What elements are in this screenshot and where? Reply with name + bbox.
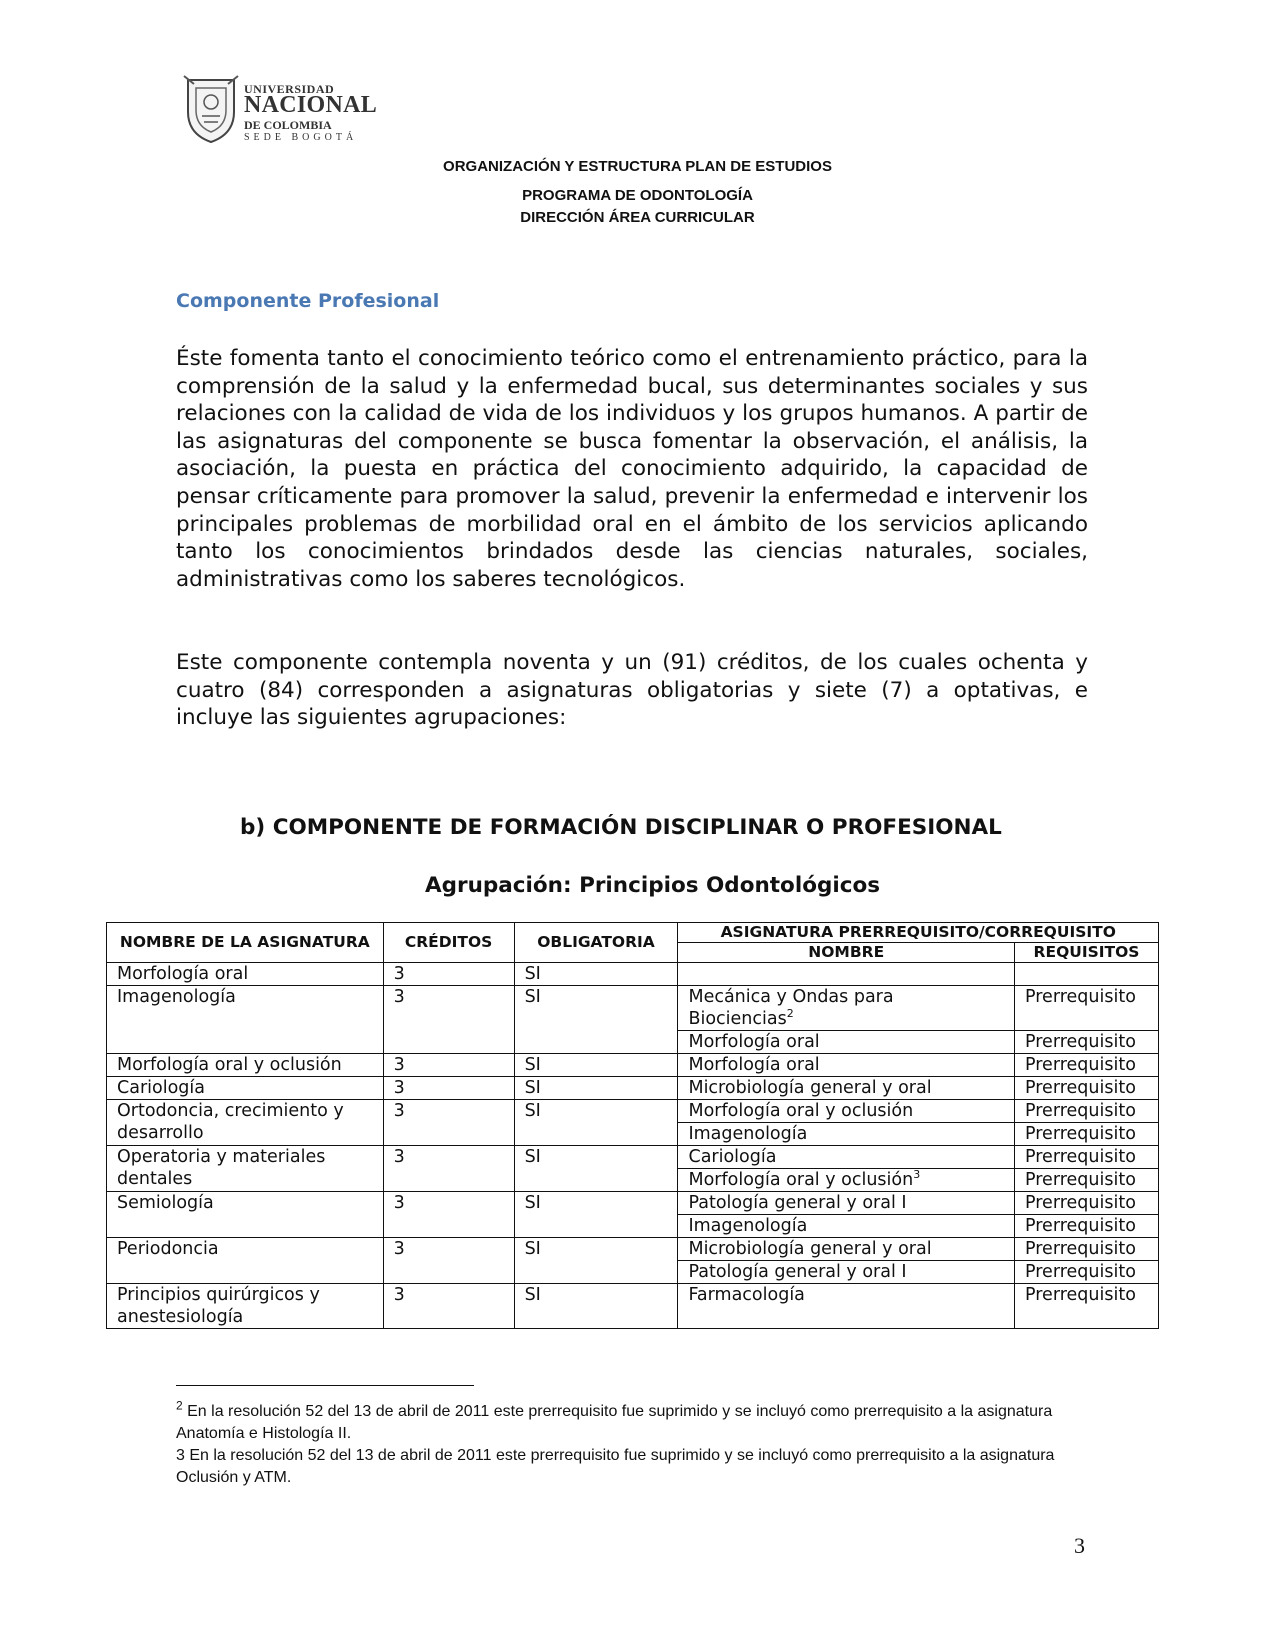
- prerrequisito-nombre-text: Patología general y oral I: [688, 1262, 907, 1282]
- cell-requisito-tipo: Prerrequisito: [1015, 1031, 1159, 1054]
- footnote-separator: [176, 1385, 474, 1386]
- cell-requisito-tipo: Prerrequisito: [1015, 1054, 1159, 1077]
- cell-creditos: 3: [383, 986, 514, 1054]
- cell-obligatoria: SI: [514, 1146, 678, 1192]
- cell-asignatura: Morfología oral: [107, 963, 384, 986]
- footnote-mark: 3: [176, 1447, 185, 1464]
- cell-requisito-tipo: Prerrequisito: [1015, 1169, 1159, 1192]
- header-line-3: DIRECCIÓN ÁREA CURRICULAR: [520, 209, 755, 226]
- cell-prerrequisito-nombre: [678, 1261, 1015, 1284]
- cell-requisito-tipo: Prerrequisito: [1015, 1123, 1159, 1146]
- footnote-reference: 2: [786, 1007, 794, 1021]
- table-row: [107, 1284, 1159, 1329]
- table-row: [107, 1054, 1159, 1077]
- prerrequisito-nombre-text: Morfología oral y oclusión: [688, 1101, 914, 1121]
- prerrequisito-nombre-text: Farmacología: [688, 1285, 805, 1305]
- cell-creditos: 3: [383, 1077, 514, 1100]
- cell-prerrequisito-nombre: [678, 1146, 1015, 1169]
- cell-asignatura: Imagenología: [107, 986, 384, 1054]
- header-line-1: ORGANIZACIÓN Y ESTRUCTURA PLAN DE ESTUDIOS: [443, 158, 832, 175]
- header-line-2: PROGRAMA DE ODONTOLOGÍA: [522, 187, 753, 204]
- footnote-3: [176, 1445, 1096, 1489]
- header-requisitos: REQUISITOS: [1015, 943, 1159, 963]
- cell-prerrequisito-nombre: [678, 1192, 1015, 1215]
- section-title: Componente Profesional: [176, 290, 440, 312]
- cell-prerrequisito-nombre: [678, 1100, 1015, 1123]
- footnote-2: [176, 1398, 1096, 1445]
- cell-requisito-tipo: Prerrequisito: [1015, 1100, 1159, 1123]
- prerrequisito-nombre-text: Imagenología: [688, 1216, 808, 1236]
- prerrequisito-nombre-text: Morfología oral y oclusión: [688, 1170, 914, 1190]
- agrupacion-title: Agrupación: Principios Odontológicos: [424, 873, 881, 898]
- cell-creditos: 3: [383, 1146, 514, 1192]
- cell-requisito-tipo: [1015, 963, 1159, 986]
- prerrequisito-nombre-text: Morfología oral: [688, 1055, 820, 1075]
- cell-prerrequisito-nombre: [678, 1238, 1015, 1261]
- cell-requisito-tipo: Prerrequisito: [1015, 1284, 1159, 1329]
- prerrequisito-nombre-text: Imagenología: [688, 1124, 808, 1144]
- paragraph-credits: Este componente contempla noventa y un (91) créditos, de los cuales ochenta y cuatro (84) corresponden a asignaturas obligatorias y siete (7) a optativas, e incluye las siguientes agrupaciones:: [176, 650, 1088, 731]
- cell-prerrequisito-nombre: [678, 1031, 1015, 1054]
- table-row: [107, 1192, 1159, 1215]
- logo-line-nacional: NACIONAL: [244, 92, 378, 118]
- prerrequisito-nombre-text: Cariología: [688, 1147, 777, 1167]
- cell-creditos: 3: [383, 1192, 514, 1238]
- cell-prerrequisito-nombre: [678, 963, 1015, 986]
- cell-obligatoria: SI: [514, 963, 678, 986]
- logo-line-de-colombia: DE COLOMBIA: [244, 118, 332, 132]
- cell-asignatura: Ortodoncia, crecimiento y desarrollo: [107, 1100, 384, 1146]
- component-title: b) COMPONENTE DE FORMACIÓN DISCIPLINAR O PROFESIONAL: [240, 815, 1002, 840]
- table-row: [107, 1146, 1159, 1169]
- table-row: [107, 1238, 1159, 1261]
- cell-obligatoria: SI: [514, 1238, 678, 1284]
- header-nombre-asignatura: NOMBRE DE LA ASIGNATURA: [107, 923, 384, 963]
- cell-prerrequisito-nombre: [678, 1123, 1015, 1146]
- cell-obligatoria: SI: [514, 986, 678, 1054]
- cell-creditos: 3: [383, 1054, 514, 1077]
- cell-asignatura: Semiología: [107, 1192, 384, 1238]
- cell-prerrequisito-nombre: [678, 1054, 1015, 1077]
- prerrequisito-nombre-text: Patología general y oral I: [688, 1193, 907, 1213]
- cell-obligatoria: SI: [514, 1192, 678, 1238]
- prerrequisito-nombre-text: Microbiología general y oral: [688, 1078, 932, 1098]
- prerrequisito-nombre-text: Microbiología general y oral: [688, 1239, 932, 1259]
- cell-prerrequisito-nombre: [678, 1284, 1015, 1329]
- cell-obligatoria: SI: [514, 1284, 678, 1329]
- cell-requisito-tipo: Prerrequisito: [1015, 1146, 1159, 1169]
- cell-asignatura: Principios quirúrgicos y anestesiología: [107, 1284, 384, 1329]
- cell-requisito-tipo: Prerrequisito: [1015, 1192, 1159, 1215]
- cell-prerrequisito-nombre: [678, 986, 1015, 1031]
- cell-creditos: 3: [383, 1284, 514, 1329]
- cell-obligatoria: SI: [514, 1100, 678, 1146]
- cell-asignatura: Periodoncia: [107, 1238, 384, 1284]
- header-prerrequisito-group: ASIGNATURA PRERREQUISITO/CORREQUISITO: [678, 923, 1159, 943]
- university-logo: [182, 72, 378, 152]
- table-row: [107, 1077, 1159, 1100]
- table-body: [107, 963, 1159, 1329]
- cell-asignatura: Cariología: [107, 1077, 384, 1100]
- cell-obligatoria: SI: [514, 1077, 678, 1100]
- table-row: [107, 986, 1159, 1031]
- cell-requisito-tipo: Prerrequisito: [1015, 1261, 1159, 1284]
- logo-line-sede: SEDE BOGOTÁ: [244, 132, 358, 143]
- footnote-text: En la resolución 52 del 13 de abril de 2011 este prerrequisito fue suprimido y se incluyó como prerrequisito a la asignatura Oclusión y ATM.: [176, 1447, 1055, 1486]
- table-row: [107, 1100, 1159, 1123]
- curriculum-table: [106, 922, 1159, 1329]
- footnote-text: En la resolución 52 del 13 de abril de 2011 este prerrequisito fue suprimido y se incluyó como prerrequisito a la asignatura Anatomía e Histología II.: [176, 1403, 1053, 1442]
- header-creditos: CRÉDITOS: [383, 923, 514, 963]
- prerrequisito-nombre-text: Morfología oral: [688, 1032, 820, 1052]
- footnote-mark: 2: [176, 1398, 183, 1413]
- logo-line-universidad: UNIVERSIDAD: [244, 82, 335, 96]
- paragraph-description: Éste fomenta tanto el conocimiento teórico como el entrenamiento práctico, para la comprensión de la salud y la enfermedad bucal, sus determinantes sociales y sus relaciones con la calidad de vida de los individuos y los grupos humanos. A partir de las asignaturas del componente se busca fomentar la observación, el análisis, la asociación, la puesta en práctica del conocimiento adquirido, la capacidad de pensar críticamente para promover la salud, prevenir la enfermedad e intervenir los principales problemas de morbilidad oral en el ámbito de los servicios aplicando tanto los conocimientos brindados desde las ciencias naturales, sociales, administrativas como los saberes tecnológicos.: [176, 346, 1088, 592]
- cell-requisito-tipo: Prerrequisito: [1015, 1077, 1159, 1100]
- cell-prerrequisito-nombre: [678, 1215, 1015, 1238]
- header-obligatoria: OBLIGATORIA: [514, 923, 678, 963]
- cell-creditos: 3: [383, 1238, 514, 1284]
- cell-requisito-tipo: Prerrequisito: [1015, 1215, 1159, 1238]
- header-nombre: NOMBRE: [678, 943, 1015, 963]
- cell-prerrequisito-nombre: [678, 1077, 1015, 1100]
- cell-prerrequisito-nombre: [678, 1169, 1015, 1192]
- cell-asignatura: Morfología oral y oclusión: [107, 1054, 384, 1077]
- university-crest-icon: [182, 72, 240, 144]
- page-number: 3: [1074, 1533, 1085, 1558]
- cell-obligatoria: SI: [514, 1054, 678, 1077]
- cell-requisito-tipo: Prerrequisito: [1015, 986, 1159, 1031]
- cell-creditos: 3: [383, 1100, 514, 1146]
- prerrequisito-nombre-text: Mecánica y Ondas para Biociencias: [688, 987, 894, 1029]
- cell-creditos: 3: [383, 963, 514, 986]
- cell-asignatura: Operatoria y materiales dentales: [107, 1146, 384, 1192]
- table-row: [107, 963, 1159, 986]
- footnote-reference: 3: [913, 1168, 921, 1182]
- cell-requisito-tipo: Prerrequisito: [1015, 1238, 1159, 1261]
